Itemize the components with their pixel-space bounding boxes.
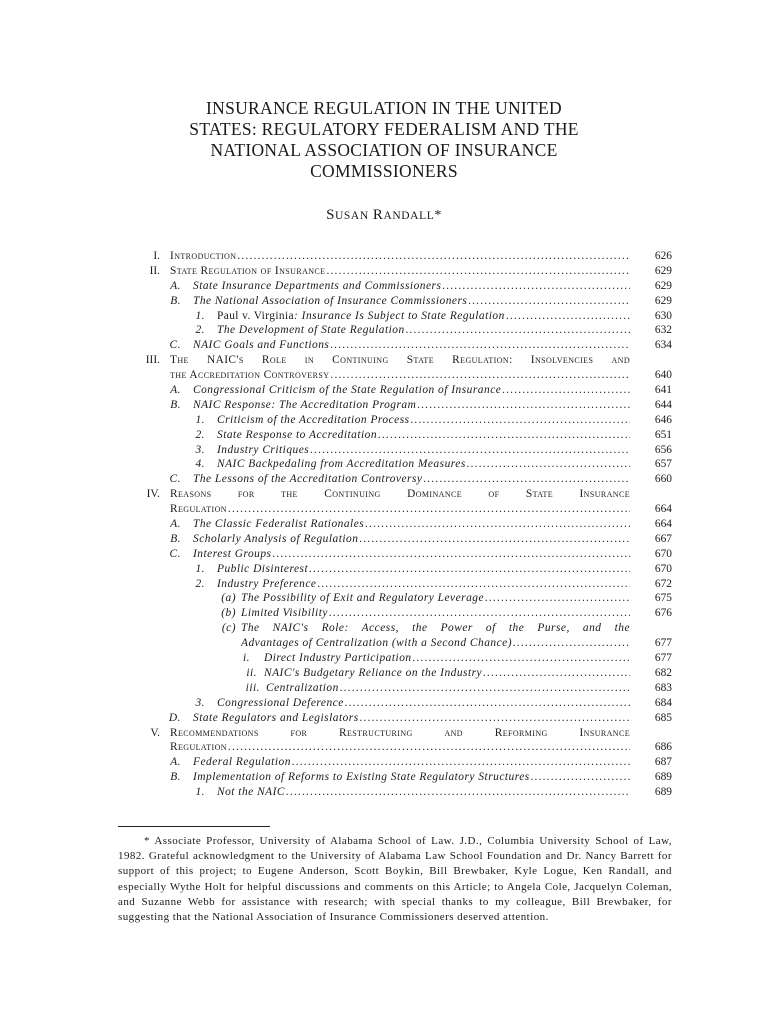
toc-entry [264,651,630,666]
toc-page: 672 [654,577,672,590]
toc-title: Direct Industry Participation [264,652,412,665]
toc-title: NAIC Response: The Accreditation Program [193,398,417,411]
toc-number: A. [170,279,181,292]
toc-number: iii. [245,681,260,694]
toc-entry [193,398,630,413]
toc-number: I. [153,250,160,262]
toc-entry [170,249,630,264]
toc-row [0,681,768,696]
toc-page: 682 [654,666,672,679]
toc-row [0,666,768,681]
toc-number: IV. [146,488,160,501]
toc-title: The Development of State Regulation [217,324,405,337]
toc-number: 4. [195,458,205,471]
toc-row [0,264,768,279]
toc-title: Regulation [170,741,227,754]
toc-row [0,502,768,517]
toc-entry [170,502,630,517]
toc-title: Scholarly Analysis of Regulation [193,532,359,545]
toc-number: i. [242,652,250,665]
toc-entry [193,532,630,547]
toc-row [0,338,768,353]
toc-title: Criticism of the Accreditation Process [217,413,410,426]
toc-number: A. [170,756,181,769]
author-last-initial: R [372,207,384,223]
toc-entry [170,740,630,755]
toc-number: II. [149,264,160,277]
toc-entry [217,457,630,472]
toc-title: Interest Groups [193,547,272,560]
toc-page: 632 [654,324,672,337]
toc-row [0,398,768,413]
footnote-divider [118,826,270,827]
toc-row [0,323,768,338]
toc-entry [241,636,630,651]
toc-number: B. [170,771,181,784]
toc-row [0,443,768,458]
title-line: NATIONAL ASSOCIATION OF INSURANCE [210,140,558,160]
toc-title: Industry Critiques [217,443,310,456]
toc-number: III. [145,354,160,367]
toc-title: NAIC Goals and Functions [193,339,330,352]
toc-number: 1. [195,786,205,799]
toc-number: B. [170,532,181,545]
toc-page: 670 [654,547,672,560]
toc-page: 656 [654,443,672,456]
toc-number: D. [168,711,181,724]
toc-row [0,547,768,562]
toc-number: 1. [195,309,205,322]
toc-entry [217,309,630,324]
toc-number: 1. [195,562,205,575]
toc-entry [217,443,630,458]
toc-title-rest: : Insurance Is Subject to State Regulation [294,309,505,322]
toc-entry [217,428,630,443]
toc-case-name: Paul v. Virginia [217,309,295,322]
toc-number: (c) [221,622,236,635]
toc-title: NAIC's Budgetary Reliance on the Industry [264,666,483,679]
toc-title: Reasons for the Continuing Dominance of State Insurance [170,488,630,501]
toc-entry [217,577,630,592]
toc-number: V. [150,726,160,739]
toc-row [0,413,768,428]
toc-page: 685 [654,711,672,724]
toc-title: Congressional Criticism of the State Regulation of Insurance [193,384,502,397]
toc-entry [170,487,630,502]
toc-entry [193,770,630,785]
toc-entry [170,368,630,383]
toc-title: Regulation [170,503,227,516]
toc-number: 2. [195,577,205,590]
toc-number: C. [169,339,181,352]
toc-entry [193,279,630,294]
toc-row [0,696,768,711]
toc-page: 629 [654,264,672,277]
toc-title: the Accreditation Controversy [170,369,330,382]
toc-entry [217,696,630,711]
toc-row [0,562,768,577]
toc-entry [193,338,630,353]
toc-number: A. [170,518,181,531]
toc-row [0,309,768,324]
toc-row [0,532,768,547]
toc-title: State Regulators and Legislators [193,711,359,724]
toc-page: 644 [654,398,672,411]
toc-row [0,279,768,294]
toc-number: C. [169,547,181,560]
toc-title: Recommendations for Restructuring and Reforming Insurance [170,726,630,739]
toc-title: Public Disinterest [217,562,309,575]
toc-title: The NAIC's Role: Access, the Power of the Purse, and the [241,622,630,635]
toc-page: 664 [654,503,672,516]
toc-entry [266,681,630,696]
toc-page: 675 [654,592,672,605]
toc-page: 689 [654,771,672,784]
toc-number: 1. [195,413,205,426]
toc-page: 630 [654,309,672,322]
toc-row [0,577,768,592]
toc-row [0,651,768,666]
toc-page: 677 [654,637,672,650]
toc-title: The Possibility of Exit and Regulatory Leverage [241,592,485,605]
toc-title: Congressional Deference [217,696,344,709]
toc-title: Centralization [266,681,339,694]
toc-row [0,636,768,651]
toc-row [0,755,768,770]
toc-number: B. [170,398,181,411]
toc-number: 3. [195,696,205,709]
toc-entry [193,755,630,770]
toc-row [0,487,768,502]
toc-title: Not the NAIC [217,786,286,799]
toc-entry [241,621,630,636]
toc-number: B. [170,294,181,307]
toc-title [217,309,505,324]
toc-number: 2. [195,324,205,337]
toc-entry [217,413,630,428]
toc-page: 657 [654,458,672,471]
toc-row [0,472,768,487]
toc-number: 3. [195,443,205,456]
author-first-rest: USAN [335,210,369,222]
toc-title: State Insurance Departments and Commissioners [193,279,442,292]
toc-page: 646 [654,413,672,426]
toc-page: 667 [654,532,672,545]
toc-number: ii. [246,666,257,679]
toc-page: 640 [654,369,672,382]
toc-entry [217,785,630,800]
toc-title: Federal Regulation [193,756,291,769]
toc-row [0,383,768,398]
toc-entry [217,562,630,577]
toc-page: 629 [654,294,672,307]
toc-number: C. [169,473,181,486]
toc-row [0,457,768,472]
toc-row [0,785,768,800]
toc-title: State Regulation of Insurance [170,264,326,277]
title-line: INSURANCE REGULATION IN THE UNITED [206,98,562,118]
author-first-initial: S [326,207,336,223]
toc-title: Industry Preference [217,577,317,590]
toc-page: 676 [654,607,672,620]
toc-entry [170,726,630,741]
author-footnote: * Associate Professor, University of Alabama School of Law. J.D., Columbia University School of Law, 1982. Grateful acknowledgment to the University of Alabama Law School Foundation and Dr. Nancy Barrett for support of this project; to Eugene Anderson, Scott Boykin, Bill Brewbaker, Kyle Logue, Ken Randall, and especially Wythe Holt for helpful discussions and comments on this Article; to Angela Cole, Jacquelyn Coleman, and Suzanne Webb for assistance with research; with special thanks to my colleague, Bill Brewbaker, for suggesting that the National Association of Insurance Commissioners deserved attention. [118,835,672,924]
toc-row [0,353,768,368]
toc-page: 651 [654,428,672,441]
toc-entry [264,666,630,681]
toc-page: 687 [654,756,672,769]
toc-title: The National Association of Insurance Commissioners [193,294,468,307]
toc-page: 689 [654,786,672,799]
toc-page: 686 [654,741,672,754]
toc-entry [217,323,630,338]
toc-page: 684 [654,696,672,709]
toc-title: Advantages of Centralization (with a Second Chance) [241,637,512,650]
toc-row [0,711,768,726]
toc-page: 677 [654,652,672,665]
toc-entry [241,606,630,621]
toc-page: 626 [654,250,672,262]
toc-row [0,740,768,755]
toc-title: The Lessons of the Accreditation Controversy [193,473,423,486]
toc-title: The Classic Federalist Rationales [193,518,365,531]
toc-number: A. [170,384,181,397]
toc-row [0,606,768,621]
author-footnote-mark: * [434,208,442,223]
toc-row [0,770,768,785]
toc-entry [170,353,630,368]
title-line: STATES: REGULATORY FEDERALISM AND THE [189,119,579,139]
toc-entry [241,591,630,606]
toc-entry [193,517,630,532]
toc-entry [193,547,630,562]
author-last-rest: ANDALL [383,210,435,222]
toc-title: Limited Visibility [241,607,328,620]
toc-page: 641 [654,384,672,397]
toc-row [0,591,768,606]
toc-row [0,368,768,383]
author-name [0,207,768,224]
toc-page: 629 [654,279,672,292]
toc-row [0,294,768,309]
toc-number: (a) [221,592,236,605]
table-of-contents [0,249,768,800]
toc-entry [193,711,630,726]
toc-page: 664 [654,518,672,531]
toc-entry [193,472,630,487]
toc-title: The NAIC's Role in Continuing State Regulation: Insolvencies and [170,354,630,367]
toc-page: 634 [654,339,672,352]
toc-entry [193,383,630,398]
toc-page: 670 [654,562,672,575]
article-title [0,98,768,182]
toc-title: Implementation of Reforms to Existing State Regulatory Structures [193,771,530,784]
toc-row [0,621,768,636]
toc-title: Introduction [170,250,237,262]
toc-entry [170,264,630,279]
toc-title: State Response to Accreditation [217,428,378,441]
toc-row [0,249,768,264]
toc-page: 660 [654,473,672,486]
toc-entry [193,294,630,309]
toc-title: NAIC Backpedaling from Accreditation Measures [217,458,466,471]
toc-page: 683 [654,681,672,694]
toc-number: 2. [195,428,205,441]
title-line: COMMISSIONERS [310,161,458,181]
toc-number: (b) [221,607,236,620]
toc-row [0,428,768,443]
toc-row [0,726,768,741]
toc-row [0,517,768,532]
